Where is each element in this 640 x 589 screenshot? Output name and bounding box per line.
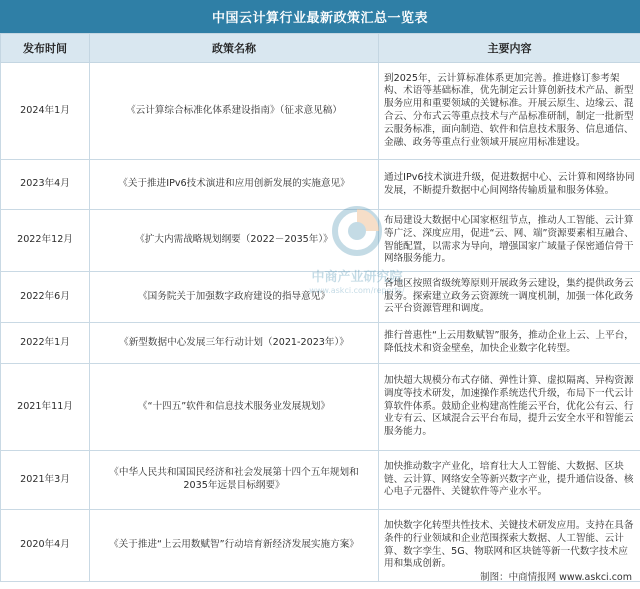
row-date: 2024年1月 xyxy=(1,63,90,160)
table-row xyxy=(1,63,640,160)
watermark-name: 中商产业研究院 xyxy=(311,270,403,285)
table-row xyxy=(1,451,640,510)
policy-table xyxy=(0,33,640,582)
header-policy-name: 政策名称 xyxy=(90,34,379,63)
row-policy-name: 《云计算综合标准化体系建设指南》（征求意见稿） xyxy=(90,63,379,160)
table-row xyxy=(1,210,640,272)
row-content: 加快数字化转型共性技术、关键技术研发应用。支持在具备条件的行业领域和企业范围探索大数据、人工智能、云计算、数字孪生、5G、物联网和区块链等新一代数字技术应用和集成创新。 xyxy=(379,510,640,582)
row-date: 2023年4月 xyxy=(1,160,90,210)
row-date: 2020年4月 xyxy=(1,510,90,582)
row-date: 2022年1月 xyxy=(1,323,90,364)
row-content: 通过IPv6技术演进升级，促进数据中心、云计算和网络协同发展，不断提升数据中心间网络传输质量和服务体验。 xyxy=(379,160,640,210)
row-content: 到2025年，云计算标准体系更加完善。推进修订参考架构、术语等基础标准，优先制定云计算创新技术产品、新型服务应用和重要领域的关键标准。开展云原生、边缘云、混合云、分布式云等重点技术与产品标准研制，制定一批新型云服务标准，面向制造、软件和信息技术服务、信息通信、金融、政务等重点行业领域开展应用标准建设。 xyxy=(379,63,640,160)
table-row xyxy=(1,160,640,210)
row-content: 加快推动数字产业化，培育壮大人工智能、大数据、区块链、云计算、网络安全等新兴数字产业，提升通信设备、核心电子元器件、关键软件等产业水平。 xyxy=(379,451,640,510)
header-main-content: 主要内容 xyxy=(379,34,640,63)
row-date: 2021年11月 xyxy=(1,364,90,451)
row-policy-name: 《国务院关于加强数字政府建设的指导意见》 xyxy=(90,272,379,323)
source-note: 制图：中商情报网 www.askci.com xyxy=(480,572,632,583)
row-content: 各地区按照省级统筹原则开展政务云建设，集约提供政务云服务。探索建立政务云资源统一调度机制，加强一体化政务云平台资源管理和调度。 xyxy=(379,272,640,323)
row-date: 2021年3月 xyxy=(1,451,90,510)
row-content: 布局建设大数据中心国家枢纽节点，推动人工智能、云计算等广泛、深度应用，促进“云、网、端”资源要素相互融合、智能配置，以需求为导向，增强国家广域量子保密通信骨干网络服务能力。 xyxy=(379,210,640,272)
header-row xyxy=(1,34,640,63)
table-row xyxy=(1,323,640,364)
watermark-url: www.askci.com/reports/ xyxy=(309,286,405,295)
row-policy-name: 《关于推进IPv6技术演进和应用创新发展的实施意见》 xyxy=(90,160,379,210)
table-title: 中国云计算行业最新政策汇总一览表 xyxy=(0,0,640,33)
header-date: 发布时间 xyxy=(1,34,90,63)
row-content: 推行普惠性“上云用数赋智”服务，推动企业上云、上平台，降低技术和资金壁垒，加快企业数字化转型。 xyxy=(379,323,640,364)
row-policy-name: 《“十四五”软件和信息技术服务业发展规划》 xyxy=(90,364,379,451)
row-policy-name: 《新型数据中心发展三年行动计划（2021-2023年）》 xyxy=(90,323,379,364)
row-content: 加快超大规模分布式存储、弹性计算、虚拟隔离、异构资源调度等技术研发，加速操作系统迭代升级，布局下一代云计算软件体系。鼓励企业构建高性能云平台，优化公有云、行业专有云、区域混合云平台布局，提升云安全水平和智能云服务能力。 xyxy=(379,364,640,451)
row-policy-name: 《扩大内需战略规划纲要（2022－2035年）》 xyxy=(90,210,379,272)
row-date: 2022年6月 xyxy=(1,272,90,323)
row-policy-name: 《中华人民共和国国民经济和社会发展第十四个五年规划和2035年远景目标纲要》 xyxy=(90,451,379,510)
table-row xyxy=(1,272,640,323)
row-policy-name: 《关于推进“上云用数赋智”行动培育新经济发展实施方案》 xyxy=(90,510,379,582)
table-row xyxy=(1,364,640,451)
row-date: 2022年12月 xyxy=(1,210,90,272)
